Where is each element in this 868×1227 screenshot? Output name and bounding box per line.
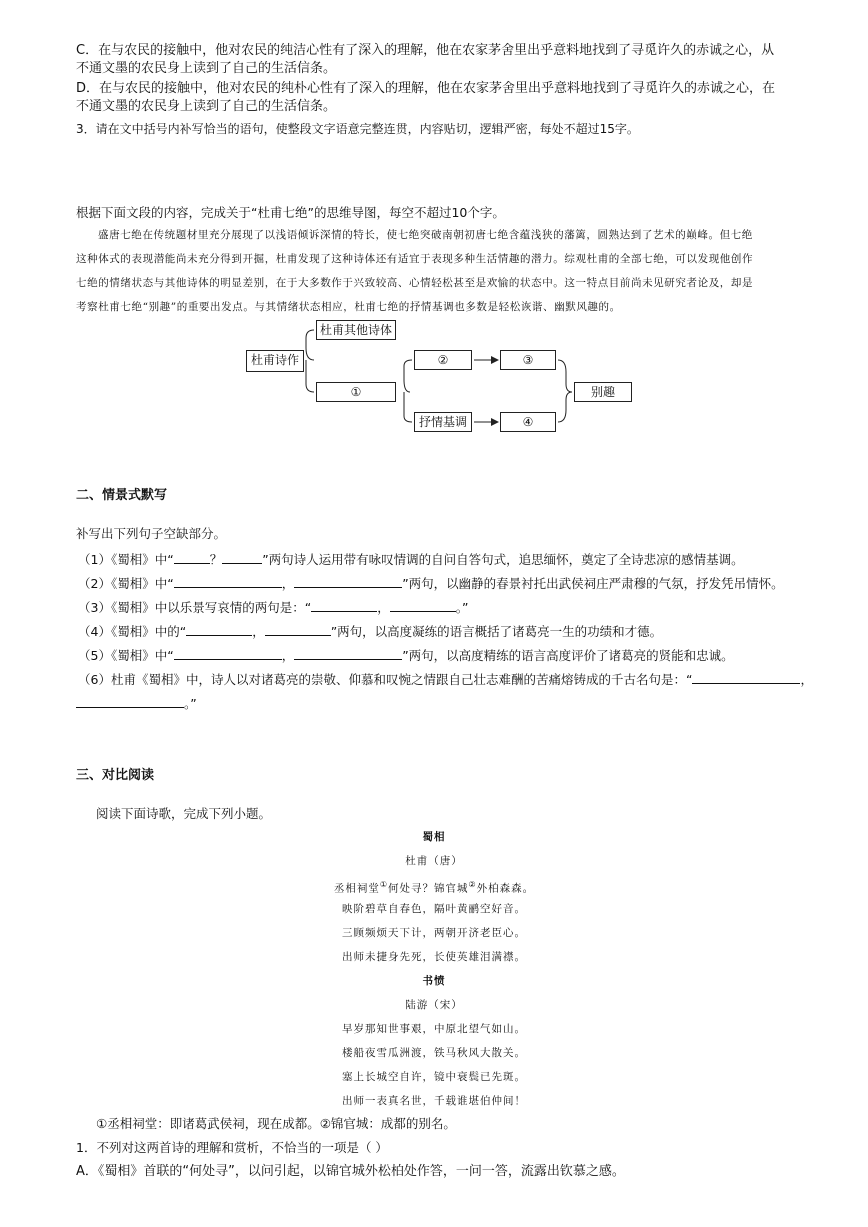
mindmap-instruction: 根据下面文段的内容，完成关于“杜甫七绝”的思维导图，每空不超过10个字。 [76, 205, 505, 220]
brace-n1-bottom [404, 392, 412, 422]
fill-item-1: （1）《蜀相》中“ ？ ”两句诗人运用带有咏叹情调的自问自答句式，追思缅怀，奠定了全诗悲凉的感情基调。 [78, 549, 744, 569]
answer-blank[interactable] [265, 621, 331, 636]
answer-blank[interactable] [390, 597, 456, 612]
poem-1-line: 丞相祠堂①何处寻？锦官城②外柏森森。 [333, 880, 535, 895]
answer-blank[interactable] [186, 621, 252, 636]
poem-1-line: 三顾频烦天下计，两朝开济老臣心。 [342, 927, 526, 939]
passage-line: 考察杜甫七绝“别趣”的重要出发点。与其情绪状态相应，杜甫七绝的抒情基调也多数是轻松诙谐、幽默风趣的。 [76, 301, 621, 313]
footnote-marker: ① [379, 880, 388, 889]
section-3-title: 三、对比阅读 [76, 768, 155, 783]
poem-2-author: 陆游（宋） [405, 999, 463, 1011]
brace-result-bottom [558, 392, 572, 422]
poem-2-line: 塞上长城空自许，镜中衰鬓已先斑。 [342, 1071, 526, 1083]
passage-line: 这种体式的表现潜能尚未充分得到开掘，杜甫发现了这种诗体还有适宜于表现多种生活情趣的潜力。综观杜甫的全部七绝，可以发现他创作 [76, 253, 754, 265]
node-lyric-tone: 抒情基调 [414, 412, 472, 432]
poem-2-title: 书愤 [422, 975, 446, 987]
poem-1-line: 映阶碧草自春色，隔叶黄鹂空好音。 [342, 903, 526, 915]
question-1: 1．不列对这两首诗的理解和赏析，不恰当的一项是（ ） [76, 1140, 388, 1155]
fill-item-3: （3）《蜀相》中以乐景写哀情的两句是：“ ， 。” [78, 597, 468, 617]
option-c: C．在与农民的接触中，他对农民的纯洁心性有了深入的理解，他在农家茅舍里出乎意料地找到了寻觅许久的赤诚之心，从 [76, 43, 775, 58]
answer-blank[interactable] [294, 645, 402, 660]
footnote-marker: ② [468, 880, 477, 889]
answer-blank[interactable] [692, 669, 800, 684]
section-2-title: 二、情景式默写 [76, 488, 168, 503]
poem-1-title: 蜀相 [422, 831, 446, 843]
footnotes: ①丞相祠堂：即诸葛武侯祠，现在成都。②锦官城：成都的别名。 [96, 1116, 456, 1131]
answer-blank[interactable] [294, 573, 402, 588]
question-3: 3．请在文中括号内补写恰当的语句，使整段文字语意完整连贯，内容贴切，逻辑严密，每处不超过15字。 [76, 122, 639, 136]
node-blank-3: ③ [500, 350, 556, 370]
brace-root-top [306, 330, 314, 360]
section-3-intro: 阅读下面诗歌，完成下列小题。 [96, 806, 272, 821]
node-result: 别趣 [574, 382, 632, 402]
brace-result-top [558, 360, 572, 392]
poem-2-line: 楼船夜雪瓜洲渡，铁马秋风大散关。 [342, 1047, 526, 1059]
fill-item-4: （4）《蜀相》中的“ ， ”两句，以高度凝练的语言概括了诸葛亮一生的功绩和才德。 [78, 621, 662, 641]
answer-blank[interactable] [222, 549, 262, 564]
poem-2-line: 出师一表真名世，千载谁堪伯仲间！ [342, 1095, 526, 1107]
brace-root-bottom [306, 360, 314, 392]
node-blank-1: ① [316, 382, 396, 402]
answer-blank[interactable] [311, 597, 377, 612]
answer-blank[interactable] [174, 549, 210, 564]
answer-blank[interactable] [174, 645, 282, 660]
passage-line: 盛唐七绝在传统题材里充分展现了以浅语倾诉深情的特长，使七绝突破南朝初唐七绝含蕴浅狭的藩篱，圆熟达到了艺术的巅峰。但七绝 [98, 229, 753, 241]
passage-line: 七绝的情绪状态与其他诗体的明显差别，在于大多数作于兴致较高、心情轻松甚至是欢愉的状态中。这一特点目前尚未见研究者论及，却是 [76, 277, 754, 289]
answer-blank[interactable] [174, 573, 282, 588]
option-a: A．《蜀相》首联的“何处寻”，以问引起，以锦官城外松柏处作答，一问一答，流露出钦慕之感。 [76, 1164, 625, 1179]
poem-1-line: 出师未捷身先死，长使英雄泪满襟。 [342, 951, 526, 963]
option-c-cont: 不通文墨的农民身上读到了自己的生活信条。 [76, 61, 337, 76]
poem-2-line: 早岁那知世事艰，中原北望气如山。 [342, 1023, 526, 1035]
node-blank-2: ② [414, 350, 472, 370]
option-d: D．在与农民的接触中，他对农民的纯朴心性有了深入的理解，他在农家茅舍里出乎意料地找到了寻觅许久的赤诚之心，在 [76, 81, 776, 96]
node-other-forms: 杜甫其他诗体 [316, 320, 396, 340]
mind-map [240, 318, 640, 434]
brace-n1-top [404, 360, 412, 392]
section-2-intro: 补写出下列句子空缺部分。 [76, 526, 227, 541]
node-blank-4: ④ [500, 412, 556, 432]
answer-blank[interactable] [76, 693, 184, 708]
fill-item-6: （6）杜甫《蜀相》中，诗人以对诸葛亮的崇敬、仰慕和叹惋之情跟自己壮志难酬的苦痛熔铸成的千古名句是：“ ， [78, 669, 813, 689]
node-root: 杜甫诗作 [246, 350, 304, 372]
option-d-cont: 不通文墨的农民身上读到了自己的生活信条。 [76, 99, 337, 114]
fill-item-6-cont: 。” [76, 693, 197, 713]
poem-1-author: 杜甫（唐） [405, 855, 463, 867]
fill-item-5: （5）《蜀相》中“ ， ”两句，以高度精练的语言高度评价了诸葛亮的贤能和忠诚。 [78, 645, 734, 665]
fill-item-2: （2）《蜀相》中“ ， ”两句，以幽静的春景衬托出武侯祠庄严肃穆的气氛，抒发凭吊情怀。 [78, 573, 784, 593]
